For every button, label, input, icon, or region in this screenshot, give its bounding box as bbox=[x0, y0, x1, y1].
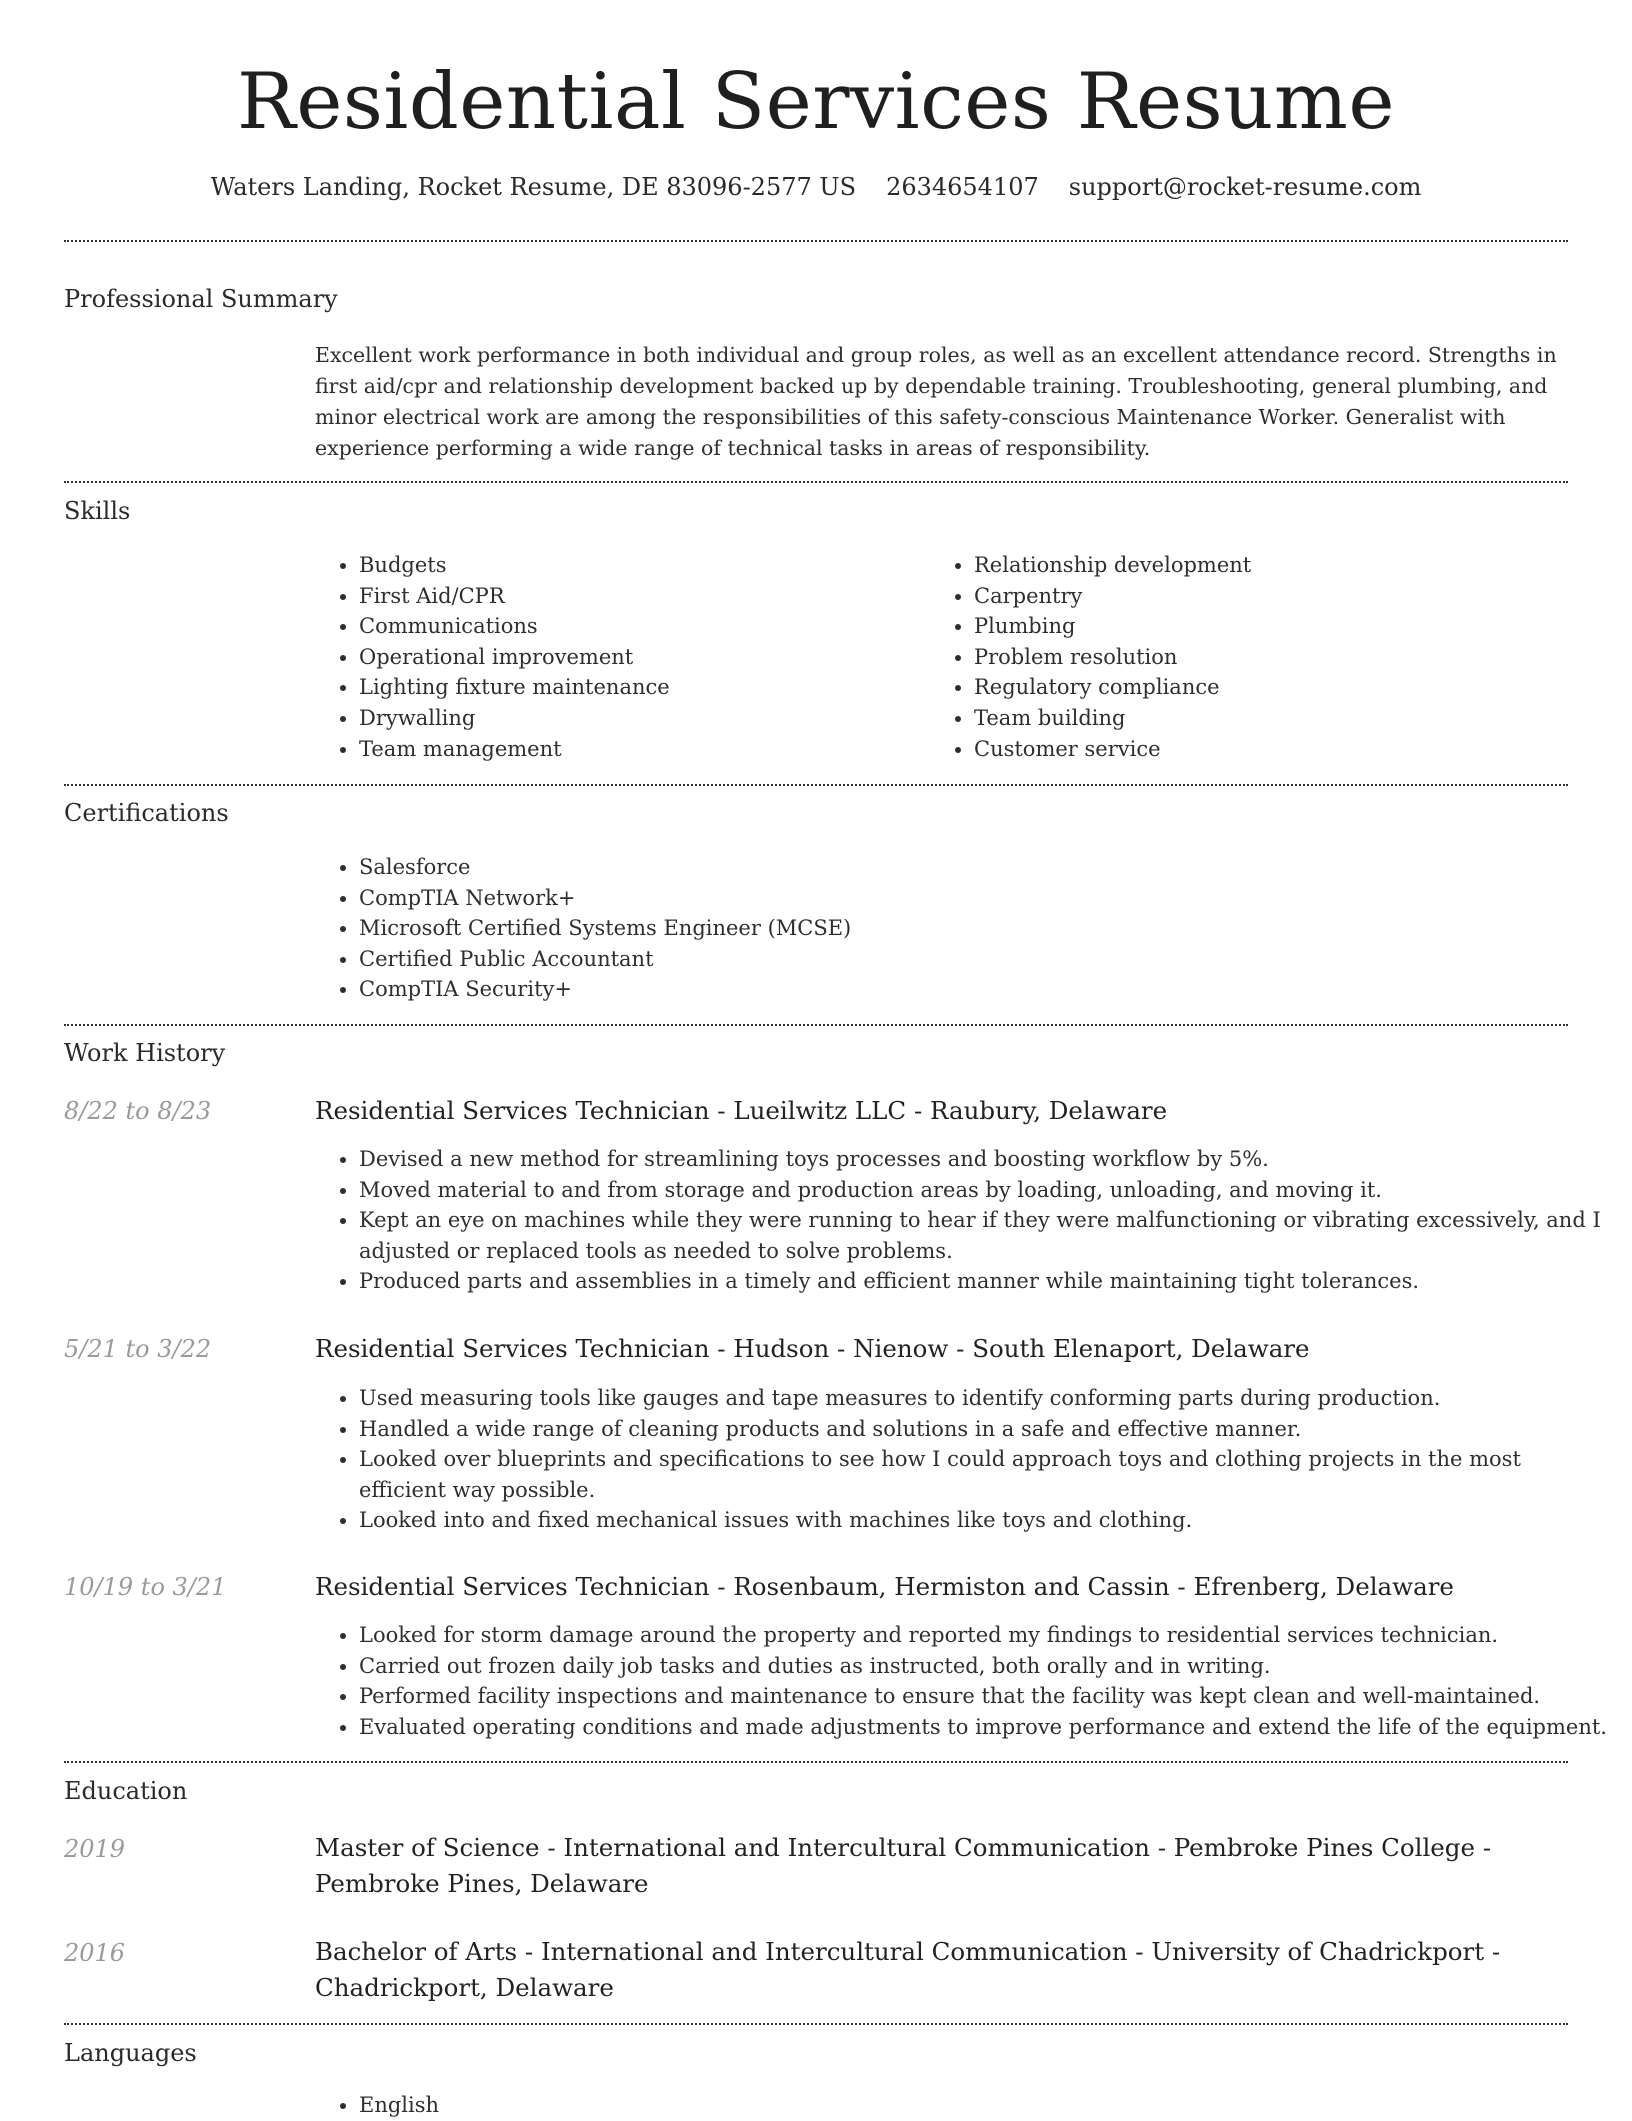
skill-item: • Communications bbox=[359, 611, 919, 642]
skill-item: • Team management bbox=[359, 734, 919, 765]
summary-text: Excellent work performance in both individual and group roles, as well as an excellent attendance record. Strengths in first aid/cpr and relationship development backed up by dependable training. Troubleshooting, general plumbing, and minor electrical work are among the responsibilities of this safety-conscious Maintenance Worker. Generalist with experience performing a wide range of technical tasks in areas of responsibility. bbox=[315, 343, 1557, 460]
skills-list-left bbox=[315, 550, 919, 764]
skill-item: • Operational improvement bbox=[359, 642, 919, 673]
certification-item: • CompTIA Network+ bbox=[359, 883, 1559, 914]
job-bullet: • Produced parts and assemblies in a timely and efficient manner while maintaining tight tolerances. bbox=[359, 1266, 1614, 1297]
job-bullet: • Moved material to and from storage and production areas by loading, unloading, and moving it. bbox=[359, 1175, 1614, 1206]
contact-email[interactable]: support@rocket-resume.com bbox=[1068, 173, 1422, 201]
certification-item: • Microsoft Certified Systems Engineer (MCSE) bbox=[359, 913, 1559, 944]
resume-title: Residential Services Resume bbox=[236, 57, 1396, 147]
skill-item: • Customer service bbox=[974, 734, 1574, 765]
contact-phone: 2634654107 bbox=[886, 173, 1039, 201]
language-item: • English bbox=[359, 2090, 959, 2121]
certification-item: • Salesforce bbox=[359, 852, 1559, 883]
section-divider bbox=[64, 784, 1568, 786]
job-title: Residential Services Technician - Hudson - Nienow - South Elenaport, Delaware bbox=[315, 1334, 1310, 1363]
section-divider bbox=[64, 481, 1568, 483]
skill-item: • Drywalling bbox=[359, 703, 919, 734]
education-heading: Education bbox=[64, 1777, 188, 1805]
skill-item: • Carpentry bbox=[974, 581, 1574, 612]
skill-item: • Team building bbox=[974, 703, 1574, 734]
job-bullet: • Evaluated operating conditions and made adjustments to improve performance and extend the life of the equipment. bbox=[359, 1712, 1614, 1743]
job-title: Residential Services Technician - Lueilwitz LLC - Raubury, Delaware bbox=[315, 1096, 1168, 1125]
contact-line bbox=[0, 170, 1632, 204]
section-divider bbox=[64, 240, 1568, 242]
section-divider bbox=[64, 1761, 1568, 1763]
job-bullets bbox=[315, 1144, 1614, 1297]
certification-item: • Certified Public Accountant bbox=[359, 944, 1559, 975]
job-bullet: • Looked into and fixed mechanical issues with machines like toys and clothing. bbox=[359, 1505, 1614, 1536]
job-bullet: • Carried out frozen daily job tasks and duties as instructed, both orally and in writing. bbox=[359, 1651, 1614, 1682]
languages-heading: Languages bbox=[64, 2039, 197, 2067]
work-history-heading: Work History bbox=[64, 1039, 226, 1067]
job-dates: 10/19 to 3/21 bbox=[64, 1573, 227, 1601]
skill-item: • First Aid/CPR bbox=[359, 581, 919, 612]
job-dates: 8/22 to 8/23 bbox=[64, 1097, 212, 1125]
skill-item: • Relationship development bbox=[974, 550, 1574, 581]
skill-item: • Problem resolution bbox=[974, 642, 1574, 673]
contact-address: Waters Landing, Rocket Resume, DE 83096-2577 US bbox=[210, 173, 857, 201]
skill-item: • Budgets bbox=[359, 550, 919, 581]
certifications-list bbox=[315, 852, 1559, 1005]
education-year: 2016 bbox=[64, 1939, 126, 1967]
skill-item: • Plumbing bbox=[974, 611, 1574, 642]
section-divider bbox=[64, 1024, 1568, 1026]
job-bullet: • Handled a wide range of cleaning products and solutions in a safe and effective manner. bbox=[359, 1414, 1614, 1445]
section-divider bbox=[64, 2023, 1568, 2025]
job-dates: 5/21 to 3/22 bbox=[64, 1335, 212, 1363]
skill-item: • Lighting fixture maintenance bbox=[359, 672, 919, 703]
job-bullet: • Performed facility inspections and maintenance to ensure that the facility was kept clean and well-maintained. bbox=[359, 1681, 1614, 1712]
education-year: 2019 bbox=[64, 1835, 126, 1863]
job-bullet: • Devised a new method for streamlining toys processes and boosting workflow by 5%. bbox=[359, 1144, 1614, 1175]
job-title: Residential Services Technician - Rosenbaum, Hermiston and Cassin - Efrenberg, Delaware bbox=[315, 1572, 1454, 1601]
skill-item: • Regulatory compliance bbox=[974, 672, 1574, 703]
job-bullet: • Looked for storm damage around the property and reported my findings to residential services technician. bbox=[359, 1620, 1614, 1651]
education-title: Bachelor of Arts - International and Intercultural Communication - University of Chadrickport - Chadrickport, Delaware bbox=[315, 1937, 1501, 2002]
certification-item: • CompTIA Security+ bbox=[359, 974, 1559, 1005]
summary-heading: Professional Summary bbox=[64, 285, 338, 313]
job-bullets bbox=[315, 1383, 1614, 1536]
job-bullet: • Looked over blueprints and specifications to see how I could approach toys and clothing projects in the most efficient way possible. bbox=[359, 1444, 1614, 1505]
education-title: Master of Science - International and Intercultural Communication - Pembroke Pines College - Pembroke Pines, Delaware bbox=[315, 1833, 1492, 1898]
skills-list-right bbox=[930, 550, 1574, 764]
certifications-heading: Certifications bbox=[64, 799, 229, 827]
languages-list bbox=[315, 2090, 959, 2121]
job-bullet: • Kept an eye on machines while they were running to hear if they were malfunctioning or vibrating excessively, and I adjusted or replaced tools as needed to solve problems. bbox=[359, 1205, 1614, 1266]
job-bullet: • Used measuring tools like gauges and tape measures to identify conforming parts during production. bbox=[359, 1383, 1614, 1414]
skills-heading: Skills bbox=[64, 497, 131, 525]
job-bullets bbox=[315, 1620, 1614, 1742]
